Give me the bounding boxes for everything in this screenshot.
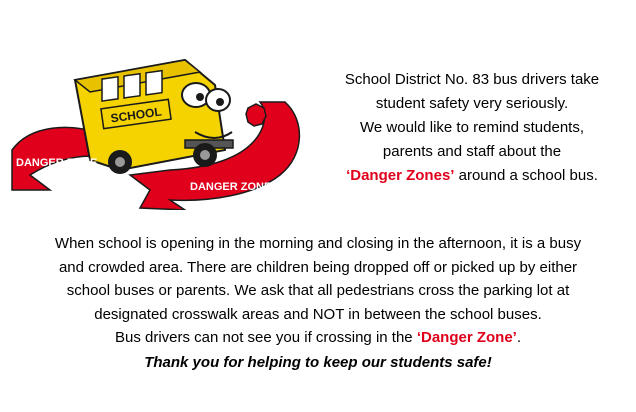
school-bus-danger-zone-illustration [10, 40, 310, 210]
danger-zones-highlight: ‘Danger Zones’ [346, 167, 455, 184]
body-paragraph [20, 232, 616, 350]
body-line-end: . [516, 329, 521, 346]
bus-school-sign: SCHOOL [109, 104, 163, 126]
intro-line [322, 164, 622, 188]
intro-line: School District No. 83 bus drivers take [344, 71, 600, 88]
body-line: designated crosswalk areas and NOT in between the school buses. [94, 305, 542, 323]
danger-zone-label-left: DANGER ZONE [16, 157, 98, 169]
body-line: school buses or parents. We ask that all pedestrians cross the parking lot at [66, 282, 570, 299]
danger-zone-highlight: ‘Danger Zone’ [416, 329, 517, 346]
thank-you-message: Thank you for helping to keep our students safe! [144, 354, 492, 371]
body-line: and crowded area. There are children being dropped off or picked up by either [58, 258, 578, 276]
intro-paragraph [322, 68, 622, 188]
intro-line: parents and staff about the [382, 143, 562, 160]
danger-zone-label-right: DANGER ZONE [190, 181, 272, 193]
body-line: When school is opening in the morning and closing in the afternoon, it is a busy [54, 235, 582, 252]
intro-line: student safety very seriously. [375, 95, 569, 112]
intro-line-rest: around a school bus. [454, 167, 598, 184]
body-line [20, 326, 616, 350]
intro-line: We would like to remind students, [360, 119, 584, 136]
body-line-start: Bus drivers can not see you if crossing in the [114, 329, 417, 346]
